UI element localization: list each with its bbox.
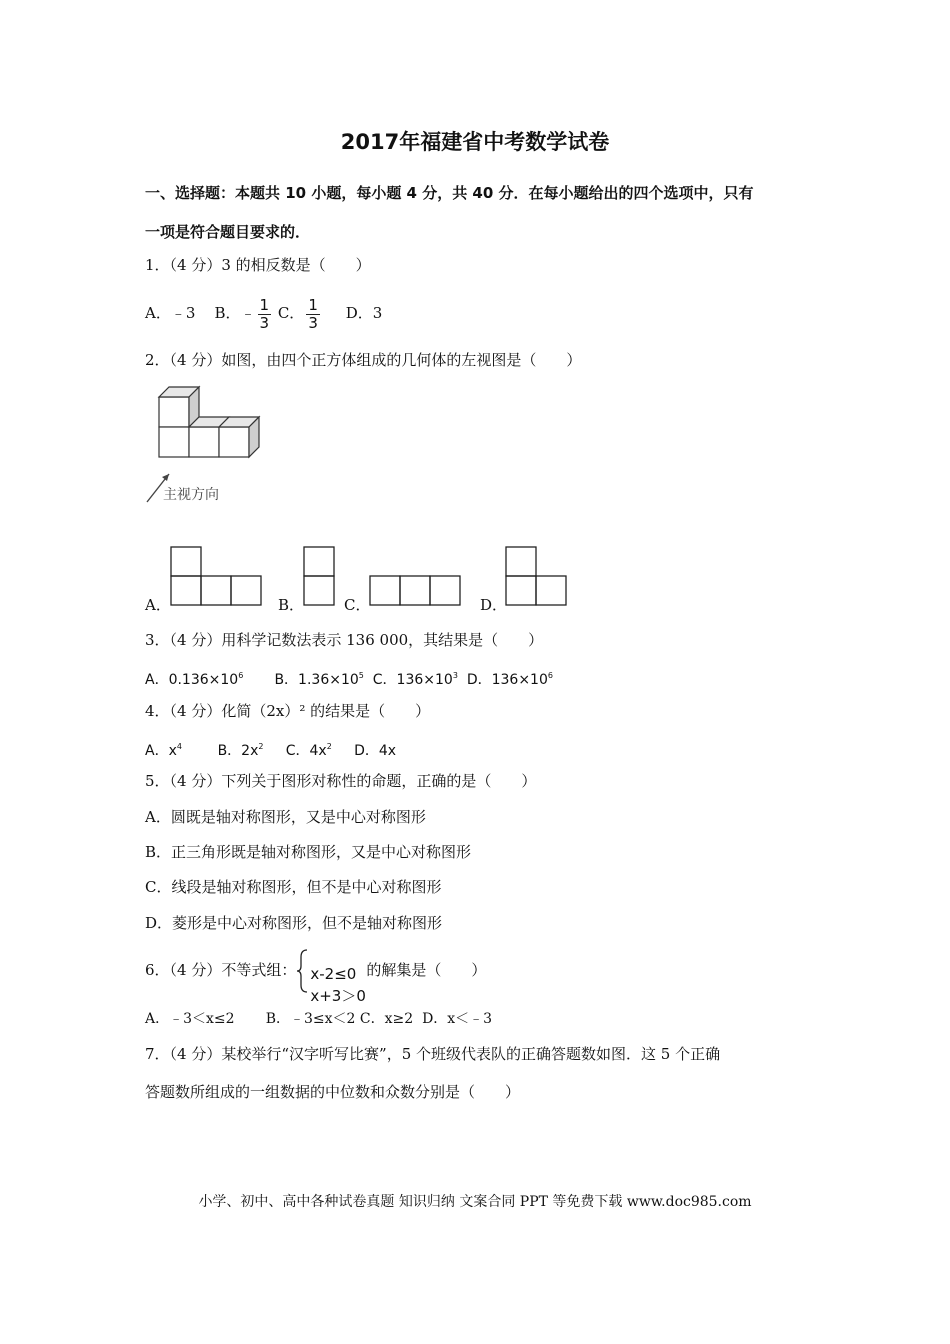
question-5-stem: 5．（4 分）下列关于图形对称性的命题，正确的是（ ） [145, 772, 537, 790]
q4-option-a: A．$x^4$ [145, 742, 182, 759]
question-4-options [145, 737, 396, 761]
q2-option-c-figure[interactable] [368, 574, 462, 607]
q6-option-a: A．﹣3＜x≤2 [145, 1011, 235, 1027]
question-3-options [145, 666, 553, 690]
q1-option-b: B．﹣ [214, 304, 256, 322]
q2-option-a-figure[interactable] [169, 545, 263, 607]
q5-option-d: D．菱形是中心对称图形，但不是轴对称图形 [145, 914, 443, 932]
q5-option-b: B．正三角形既是轴对称图形，又是中心对称图形 [145, 843, 472, 861]
q6-inequality-row-2: x+3＞0 [310, 987, 366, 1005]
section-heading-line1: 一、选择题：本题共 10 小题，每小题 4 分，共 40 分．在每小题给出的四个选项中，只有 [145, 184, 754, 202]
q3-option-d: D．$136\times 10^6$ [466, 671, 553, 688]
q6-option-c: C．x≥2 [359, 1011, 414, 1027]
q1-fraction-b: $\frac{1}{3}$ [259, 295, 270, 332]
q6-inequality-system [296, 948, 366, 1005]
q2-option-d-figure[interactable] [504, 545, 568, 607]
question-4-stem: 4．（4 分）化简（2x）² 的结果是（ ） [145, 702, 431, 720]
q1-option-a: A．﹣3 [145, 304, 196, 322]
q2-option-b-figure[interactable] [302, 545, 336, 607]
q5-option-a: A．圆既是轴对称图形，又是中心对称图形 [145, 808, 426, 826]
q6-stem-prefix: 6．（4 分）不等式组： [145, 961, 297, 979]
question-6-stem [145, 946, 487, 1005]
q2-option-a-label: A． [145, 596, 171, 614]
page-footer: 小学、初中、高中各种试卷真题 知识归纳 文案合同 PPT 等免费下载 www.doc985.com [198, 1194, 752, 1210]
page-title: 2017年福建省中考数学试卷 [340, 130, 610, 154]
question-1-options [145, 293, 382, 333]
section-heading-line2: 一项是符合题目要求的． [145, 223, 311, 241]
q2-option-c-label: C． [344, 596, 371, 614]
q3-option-b: B．$1.36\times 10^5$ [274, 671, 364, 688]
question-7-line1: 7．（4 分）某校举行“汉字听写比赛”，5 个班级代表队的正确答题数如图．这 5 个正确 [145, 1045, 721, 1063]
q3-option-a: A．$0.136\times 10^6$ [145, 671, 244, 688]
q1-option-d: D．3 [345, 304, 383, 322]
q1-option-c: C． [277, 304, 305, 322]
q6-inequality-row-1: x-2≤0 [310, 965, 357, 983]
q3-option-c: C．$136\times 10^3$ [372, 671, 458, 688]
q2-option-d-label: D． [480, 596, 508, 614]
q6-option-d: D．x＜﹣3 [422, 1011, 493, 1027]
question-6-options [145, 1009, 492, 1029]
question-2-stem: 2．（4 分）如图，由四个正方体组成的几何体的左视图是（ ） [145, 351, 582, 369]
q2-option-b-label: B． [278, 596, 305, 614]
q5-option-c: C．线段是轴对称图形，但不是中心对称图形 [145, 878, 442, 896]
q6-stem-suffix: 的解集是（ ） [366, 961, 487, 979]
direction-label: 主视方向 [163, 487, 219, 503]
question-3-stem: 3．（4 分）用科学记数法表示 136 000，其结果是（ ） [145, 631, 544, 649]
question-1-stem: 1．（4 分）3 的相反数是（ ） [145, 256, 371, 274]
q4-option-d: D．4x [354, 743, 397, 759]
question-7-line2: 答题数所组成的一组数据的中位数和众数分别是（ ） [145, 1083, 521, 1101]
q4-option-b: B．$2x^2$ [217, 742, 264, 759]
q4-option-c: C．$4x^2$ [285, 742, 332, 759]
q1-fraction-c: $\frac{1}{3}$ [308, 295, 318, 332]
q6-option-b: B．﹣3≤x＜2 [265, 1011, 356, 1027]
